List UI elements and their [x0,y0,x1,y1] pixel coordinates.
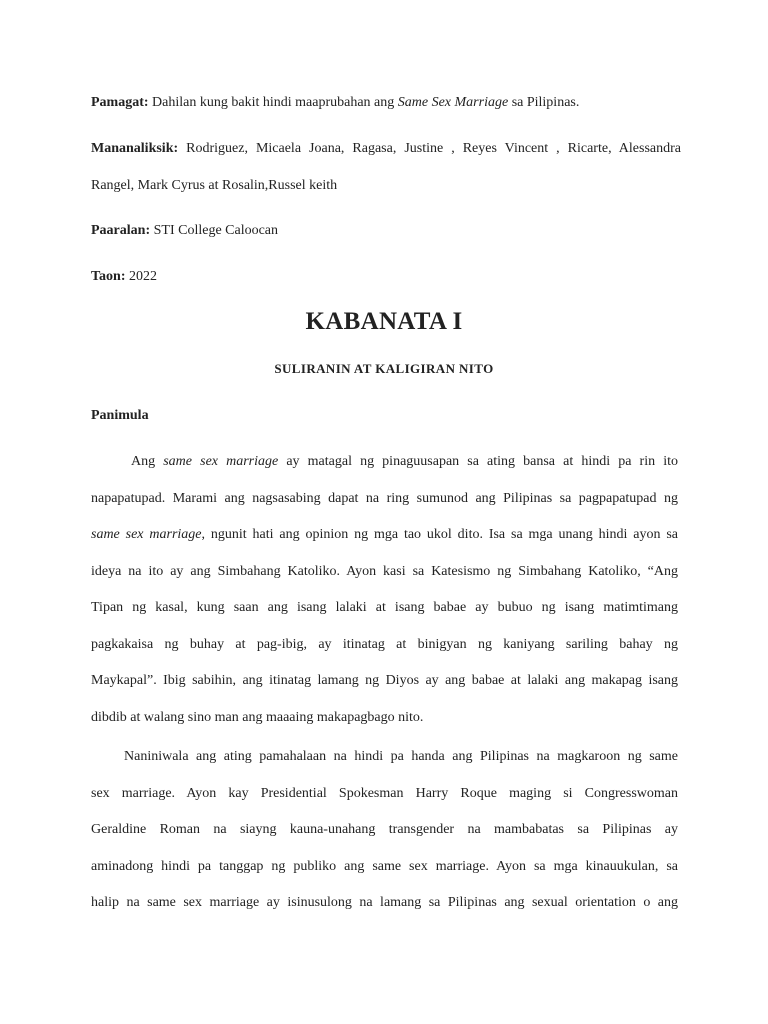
paragraph-1-line-3 [91,517,678,554]
paragraph-2-line-1: Naniniwala ang ating pamahalaan na hindi pa handa ang Pilipinas na magkaroon ng same [124,749,678,764]
italic-run: same sex marriage [163,454,279,469]
paragraph-1-line-8: dibdib at walang sino man ang maaaing makapagbago nito. [91,709,424,725]
title-text-post: sa Pilipinas. [508,95,580,110]
title-label: Pamagat: [91,95,149,110]
school-line [91,212,681,249]
researchers-block [91,130,681,204]
paragraph-1-line-1 [91,444,678,481]
text-run: ay matagal ng pinaguusapan sa ating bansa at hindi pa rin ito [278,454,678,469]
researchers-line-1 [91,130,681,167]
chapter-subtitle: SULIRANIN AT KALIGIRAN NITO [274,361,494,376]
paragraph-2-line-2: sex marriage. Ayon kay Presidential Spokesman Harry Roque maging si Congresswoman [91,785,678,801]
year-label: Taon: [91,269,126,284]
paragraph-2 [91,739,678,922]
title-text-pre: Dahilan kung bakit hindi maaprubahan ang [152,95,398,110]
paragraph-2-line-4: aminadong hindi pa tanggap ng publiko ang same sex marriage. Ayon sa mga kinauukulan, sa [91,858,678,874]
researchers-names-2: Rangel, Mark Cyrus at Rosalin,Russel keith [91,178,338,193]
paragraph-1-line-7: Maykapal”. Ibig sabihin, ang itinatag lamang ng Diyos ay ang babae at lalaki ang makapag isang [91,673,678,688]
paragraph-1-line-6: pagkakaisa ng buhay at pag-ibig, ay itinatag at binigyan ng kaniyang sariling bahay ng [91,636,678,652]
paragraph-2-line-5: halip na same sex marriage ay isinusulong na lamang sa Pilipinas ang sexual orientation o ang [91,895,678,910]
researchers-label: Mananaliksik: [91,141,179,156]
school-value: STI College Caloocan [153,223,279,238]
title-line [91,84,681,121]
researchers-names-1: Rodriguez, Micaela Joana, Ragasa, Justine , Reyes Vincent , Ricarte, Alessandra [186,141,681,156]
text-run: Ang [131,454,164,469]
title-text-italic: Same Sex Marriage [397,95,509,110]
year-line [91,258,681,295]
paragraph-1-line-2: napapatupad. Marami ang nagsasabing dapat na ring sumunod ang Pilipinas sa pagpapatupad ng [91,490,678,506]
italic-run: same sex marriage [91,527,202,542]
paragraph-2-line-3: Geraldine Roman na siayng kauna-unahang transgender na mambabatas sa Pilipinas ay [91,822,678,837]
school-label: Paaralan: [91,223,151,238]
year-value: 2022 [129,269,158,284]
paragraph-1 [91,444,678,736]
section-heading: Panimula [91,408,149,423]
paragraph-1-line-5: Tipan ng kasal, kung saan ang isang lalaki at isang babae ay bubuo ng isang matimtimang [91,600,678,615]
paragraph-1-line-4: ideya na ito ay ang Simbahang Katoliko. Ayon kasi sa Katesismo ng Simbahang Katoliko, “Ang [91,563,678,579]
text-run: , ngunit hati ang opinion ng mga tao ukol dito. Isa sa mga unang hindi ayon sa [201,527,678,542]
chapter-title: KABANATA I [305,308,463,335]
